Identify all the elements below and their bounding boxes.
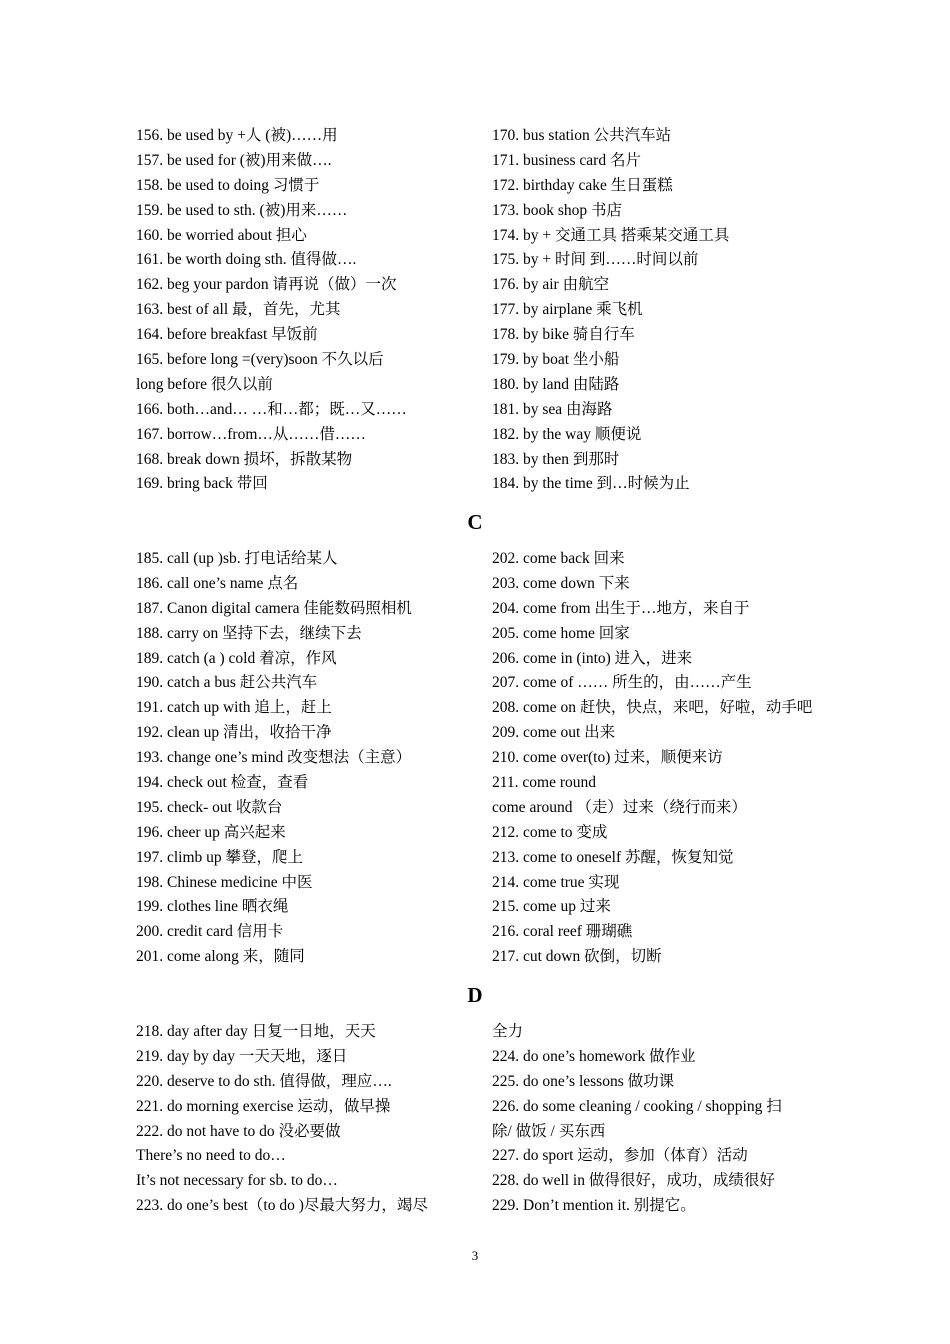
- phrase-entry: 219. day by day 一天天地，逐日: [136, 1047, 348, 1065]
- phrase-entry: 214. come true 实现: [492, 873, 620, 891]
- phrase-entry: 188. carry on 坚持下去，继续下去: [136, 624, 362, 642]
- phrase-entry: 159. be used to sth. (被)用来……: [136, 201, 348, 219]
- phrase-entry: There’s no need to do…: [136, 1147, 286, 1165]
- phrase-entry: 165. before long =(very)soon 不久以后: [136, 351, 384, 369]
- phrase-entry: 212. come to 变成: [492, 823, 608, 841]
- phrase-entry: 199. clothes line 晒衣绳: [136, 898, 289, 916]
- phrase-entry: 除/ 做饭 / 买东西: [492, 1122, 606, 1140]
- phrase-entry: 207. come of …… 所生的，由……产生: [492, 674, 752, 692]
- phrase-entry: 222. do not have to do 没必要做: [136, 1122, 341, 1140]
- phrase-entry: 204. come from 出生于…地方，来自于: [492, 599, 750, 617]
- phrase-entry: 173. book shop 书店: [492, 201, 623, 219]
- section-b-right-column: [492, 124, 826, 497]
- phrase-entry: 157. be used for (被)用来做….: [136, 151, 332, 169]
- phrase-entry: 184. by the time 到…时候为止: [492, 475, 690, 493]
- phrase-entry: 194. check out 检查，查看: [136, 774, 309, 792]
- section-heading-c: C: [467, 510, 483, 534]
- phrase-entry: 200. credit card 信用卡: [136, 923, 284, 941]
- phrase-entry: 217. cut down 砍倒，切断: [492, 948, 662, 966]
- phrase-entry: 166. both…and… …和…都；既…又……: [136, 400, 407, 418]
- phrase-entry: 198. Chinese medicine 中医: [136, 873, 313, 891]
- phrase-entry: 全力: [492, 1023, 524, 1040]
- phrase-entry: 183. by then 到那时: [492, 450, 620, 468]
- phrase-entry: 208. come on 赶快，快点，来吧，好啦，动手吧: [492, 699, 813, 717]
- phrase-entry: 210. come over(to) 过来，顺便来访: [492, 749, 723, 767]
- phrase-entry: 197. climb up 攀登，爬上: [136, 848, 304, 866]
- phrase-entry: 224. do one’s homework 做作业: [492, 1047, 696, 1065]
- phrase-entry: 227. do sport 运动，参加（体育）活动: [492, 1147, 748, 1165]
- phrase-entry: 190. catch a bus 赶公共汽车: [136, 674, 318, 692]
- phrase-entry: 163. best of all 最，首先，尤其: [136, 301, 341, 319]
- phrase-entry: 171. business card 名片: [492, 151, 641, 169]
- phrase-entry: 228. do well in 做得很好，成功，成绩很好: [492, 1172, 775, 1190]
- phrase-entry: 158. be used to doing 习惯于: [136, 176, 320, 194]
- phrase-entry: 175. by + 时间 到……时间以前: [492, 251, 699, 269]
- phrase-entry: 156. be used by +人 (被)……用: [136, 127, 338, 144]
- section-c-right-column: [492, 547, 826, 970]
- phrase-entry: 168. break down 损坏，拆散某物: [136, 450, 353, 468]
- phrase-entry: 225. do one’s lessons 做功课: [492, 1072, 675, 1090]
- phrase-entry: 161. be worth doing sth. 值得做….: [136, 251, 357, 269]
- phrase-entry: 213. come to oneself 苏醒，恢复知觉: [492, 848, 734, 866]
- phrase-entry: 193. change one’s mind 改变想法（主意）: [136, 749, 412, 767]
- phrase-entry: 185. call (up )sb. 打电话给某人: [136, 550, 338, 567]
- phrase-entry: 191. catch up with 追上，赶上: [136, 699, 332, 717]
- page-number: 3: [471, 1248, 479, 1263]
- phrase-entry: 196. cheer up 高兴起来: [136, 823, 286, 841]
- phrase-entry: 192. clean up 清出，收拾干净: [136, 724, 332, 742]
- phrase-entry: 203. come down 下来: [492, 574, 630, 592]
- phrase-entry: 172. birthday cake 生日蛋糕: [492, 176, 673, 194]
- section-b-left-column: [136, 124, 481, 497]
- phrase-entry: 195. check- out 收款台: [136, 798, 283, 816]
- phrase-entry: 186. call one’s name 点名: [136, 574, 299, 592]
- phrase-entry: 215. come up 过来: [492, 898, 611, 916]
- phrase-entry: 202. come back 回来: [492, 550, 625, 567]
- phrase-entry: 170. bus station 公共汽车站: [492, 127, 672, 144]
- phrase-entry: 180. by land 由陆路: [492, 375, 620, 393]
- phrase-entry: 178. by bike 骑自行车: [492, 326, 635, 344]
- phrase-entry: 167. borrow…from…从……借……: [136, 425, 366, 443]
- phrase-entry: It’s not necessary for sb. to do…: [136, 1172, 338, 1190]
- phrase-entry: come around （走）过来（绕行而来）: [492, 798, 747, 816]
- phrase-entry: 174. by + 交通工具 搭乘某交通工具: [492, 226, 730, 244]
- phrase-entry: 164. before breakfast 早饭前: [136, 326, 318, 344]
- phrase-entry: long before 很久以前: [136, 375, 273, 393]
- phrase-entry: 162. beg your pardon 请再说（做）一次: [136, 276, 397, 294]
- phrase-entry: 179. by boat 坐小船: [492, 351, 620, 369]
- phrase-entry: 216. coral reef 珊瑚礁: [492, 923, 633, 941]
- phrase-entry: 206. come in (into) 进入，进来: [492, 649, 693, 667]
- phrase-entry: 182. by the way 顺便说: [492, 425, 642, 443]
- phrase-entry: 181. by sea 由海路: [492, 400, 613, 418]
- phrase-entry: 209. come out 出来: [492, 724, 616, 742]
- phrase-entry: 177. by airplane 乘飞机: [492, 301, 643, 319]
- phrase-entry: 176. by air 由航空: [492, 276, 610, 294]
- phrase-entry: 201. come along 来，随同: [136, 948, 305, 966]
- phrase-entry: 211. come round: [492, 774, 597, 792]
- phrase-entry: 223. do one’s best（to do )尽最大努力，竭尽: [136, 1197, 428, 1215]
- section-d-left-column: [136, 1020, 481, 1219]
- phrase-entry: 160. be worried about 担心: [136, 226, 307, 244]
- phrase-entry: 221. do morning exercise 运动，做早操: [136, 1097, 391, 1115]
- section-c-left-column: [136, 547, 481, 970]
- phrase-entry: 187. Canon digital camera 佳能数码照相机: [136, 599, 412, 617]
- section-d-right-column: [492, 1020, 826, 1219]
- phrase-entry: 226. do some cleaning / cooking / shopping 扫: [492, 1097, 782, 1115]
- phrase-entry: 229. Don’t mention it. 别提它。: [492, 1197, 696, 1215]
- phrase-entry: 218. day after day 日复一日地，天天: [136, 1023, 376, 1040]
- phrase-entry: 220. deserve to do sth. 值得做，理应….: [136, 1072, 392, 1090]
- phrase-entry: 189. catch (a ) cold 着凉，作风: [136, 649, 337, 667]
- section-heading-d: D: [467, 983, 483, 1007]
- phrase-entry: 169. bring back 带回: [136, 475, 268, 493]
- phrase-entry: 205. come home 回家: [492, 624, 630, 642]
